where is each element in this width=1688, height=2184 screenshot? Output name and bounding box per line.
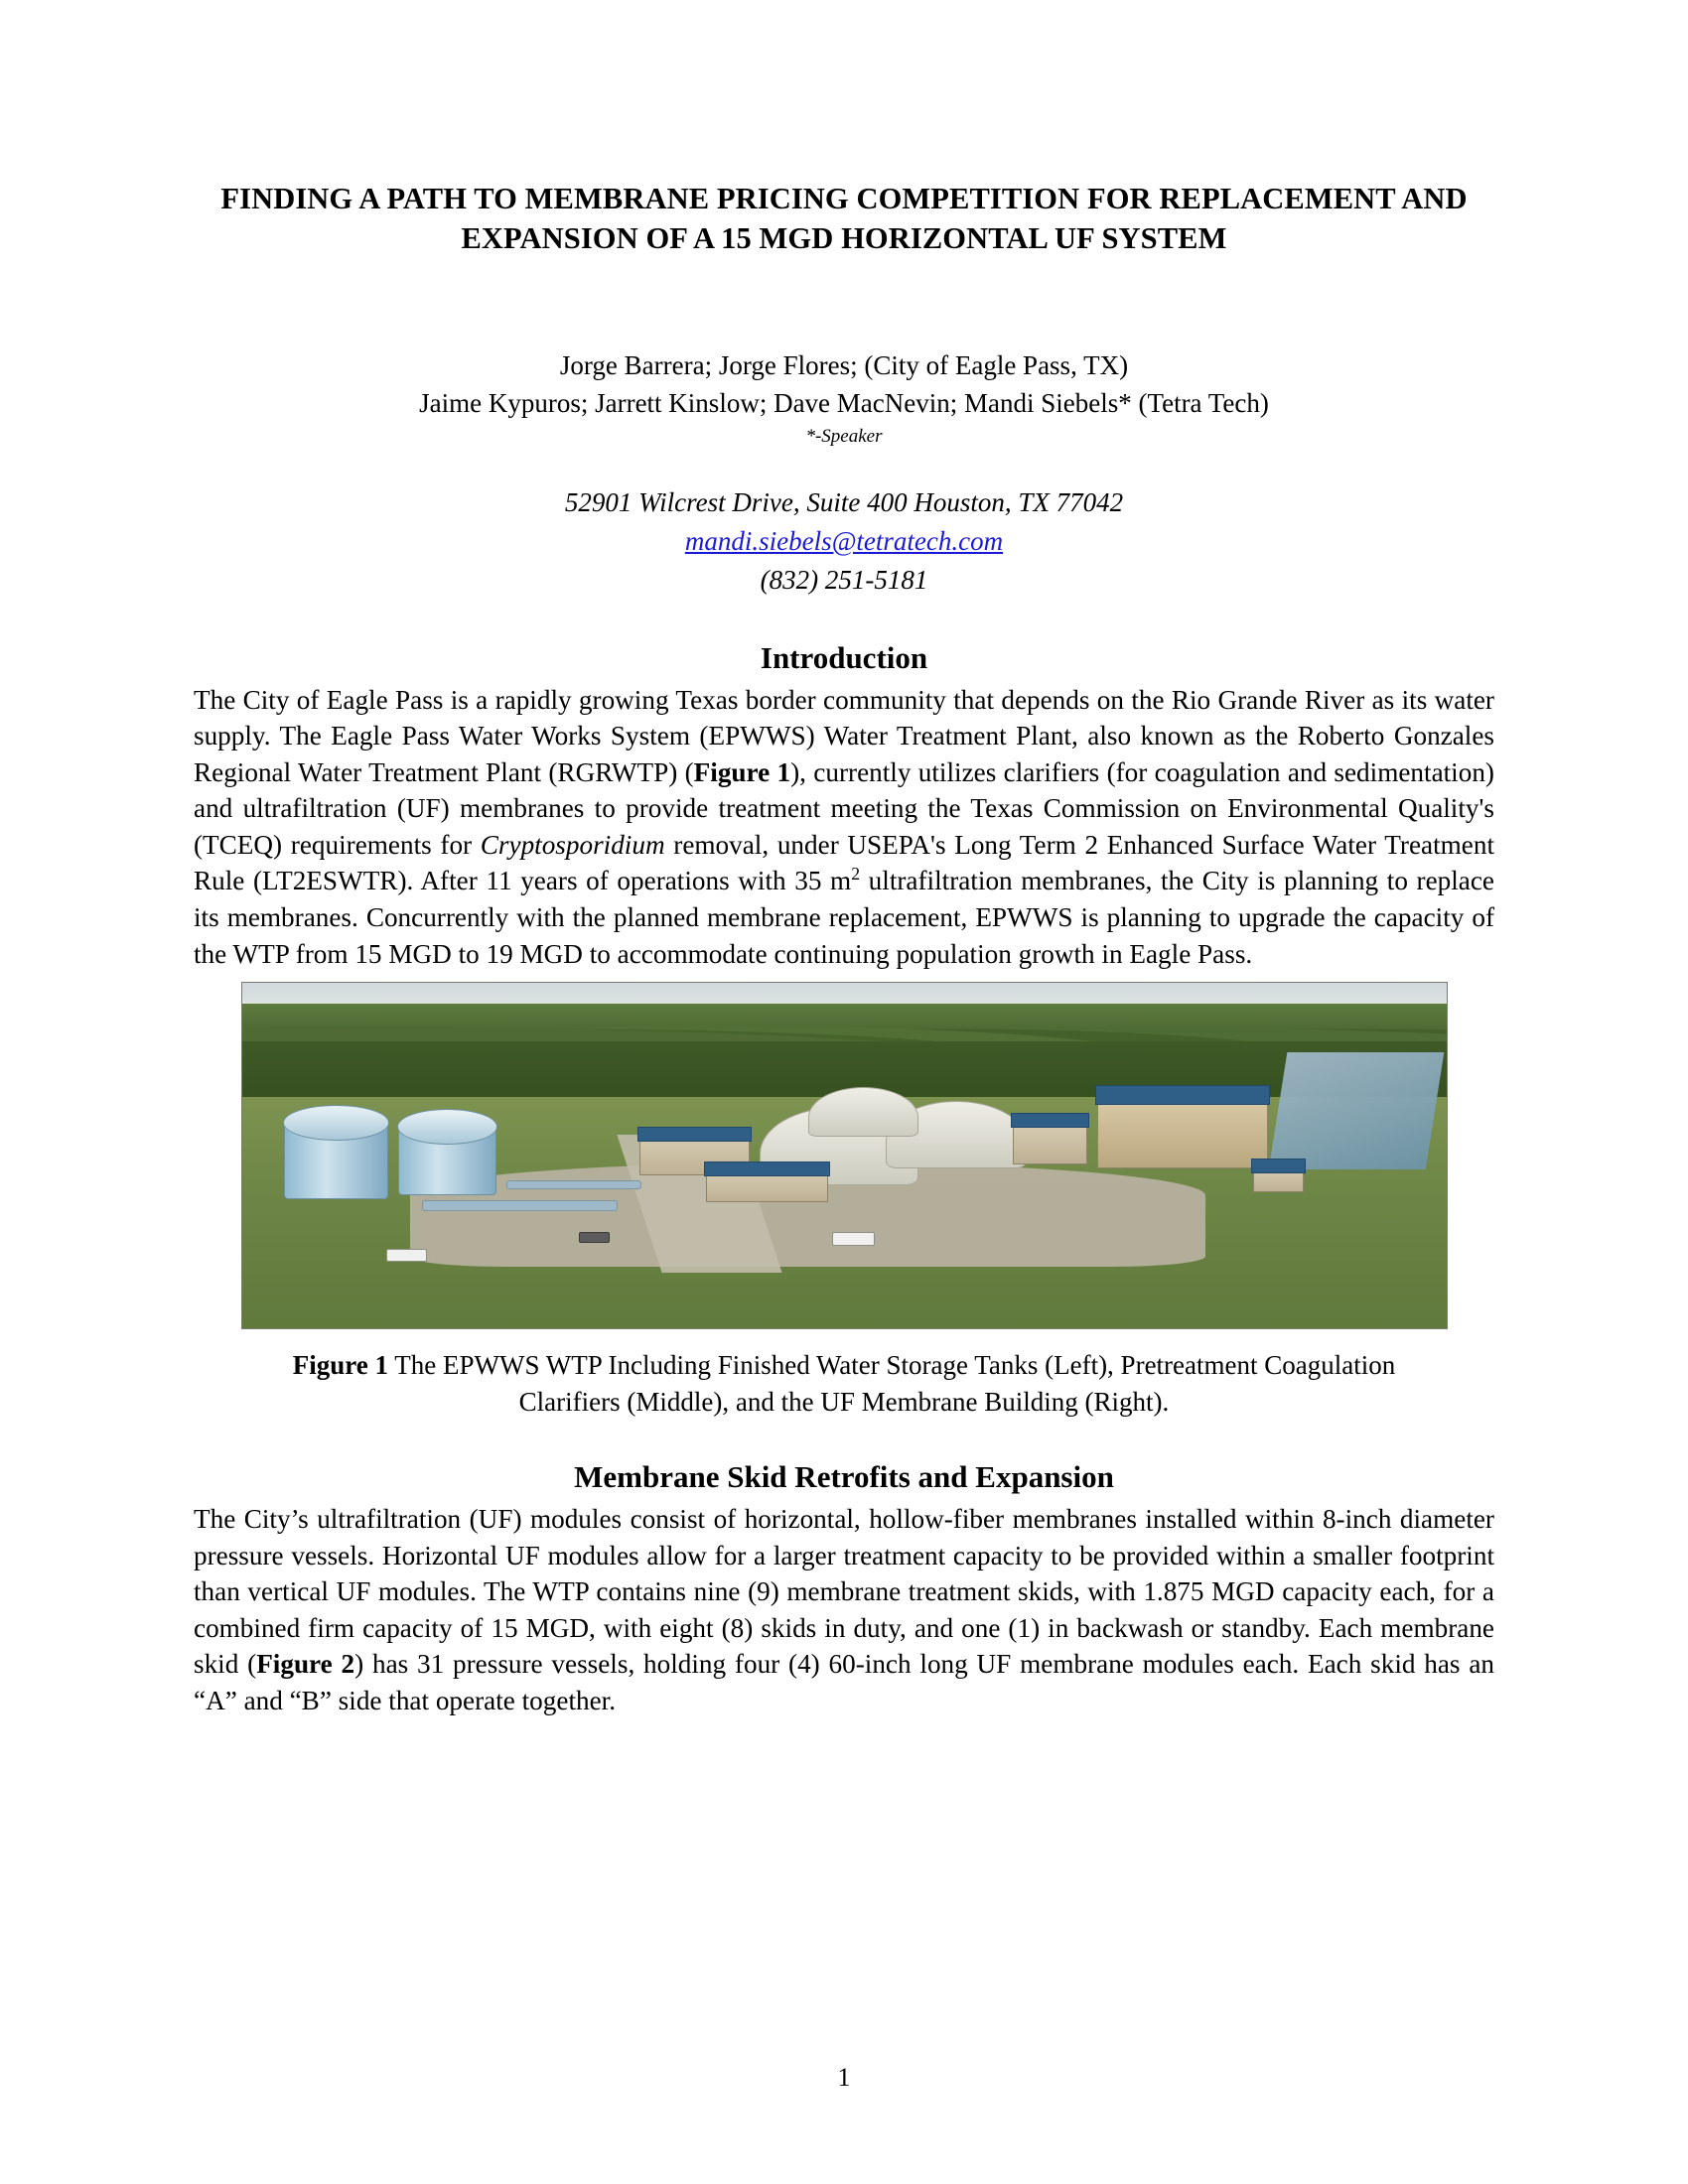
- figure-1-container: [194, 982, 1494, 1329]
- figure-1-label: Figure 1: [292, 1350, 388, 1381]
- photo-vehicle-2: [579, 1232, 610, 1243]
- membrane-text-2: ) has 31 pressure vessels, holding four (4) 60-inch long UF membrane modules each. Each skid has an “A” and “B” side that operate together.: [194, 1649, 1494, 1715]
- figure-1-caption: [273, 1347, 1415, 1420]
- intro-text-2: ), currently utilizes clarifiers (for coagulation and sedimentation) and ultrafiltration (UF) membranes to provide treatment meeting the Texas Commission on Environmental Quality's (TCEQ) requirements for: [194, 756, 1494, 860]
- authors-line-2: Jaime Kypuros; Jarrett Kinslow; Dave MacNevin; Mandi Siebels* (Tetra Tech): [419, 387, 1269, 418]
- section-heading-membrane: Membrane Skid Retrofits and Expansion: [574, 1459, 1114, 1495]
- intro-text-4: ultrafiltration membranes, the City is planning to replace its membranes. Concurrently with the planned membrane replacement, EPWWS is planning to upgrade the capacity of the WTP from 15 MGD to 19 MGD to accommodate continuing population growth in Eagle Pass.: [194, 866, 1494, 969]
- photo-roof: [637, 1127, 752, 1142]
- photo-tank-dome: [397, 1109, 497, 1145]
- intro-text-1: The City of Eagle Pass is a rapidly growing Texas border community that depends on the Rio Grande River as its water supply. The Eagle Pass Water Works System (EPWWS) Water Treatment Plant, also known as the Roberto Gonzales Regional Water Treatment Plant (RGRWTP) (: [194, 684, 1494, 787]
- photo-vehicle-1: [386, 1249, 427, 1262]
- intro-text-3: removal, under USEPA's Long Term 2 Enhanced Surface Water Treatment Rule (LT2ESWTR). After 11 years of operations with 35 m: [194, 829, 1494, 896]
- phone-number: (832) 251-5181: [760, 565, 928, 596]
- section-heading-introduction: Introduction: [760, 639, 928, 675]
- photo-building-chemical: [706, 1169, 828, 1202]
- photo-roof: [1251, 1159, 1306, 1173]
- photo-roof: [1095, 1085, 1270, 1105]
- figure-1-reference: Figure 1: [693, 756, 791, 787]
- intro-italic-term: Cryptosporidium: [480, 829, 665, 860]
- membrane-paragraph: [194, 1501, 1494, 1718]
- authors-line-1: Jorge Barrera; Jorge Flores; (City of Eagle Pass, TX): [559, 349, 1129, 380]
- photo-pipe-2: [506, 1180, 640, 1189]
- contact-block: [194, 483, 1494, 600]
- mailing-address: 52901 Wilcrest Drive, Suite 400 Houston, TX 77042: [564, 487, 1124, 518]
- photo-uf-membrane-building: [1097, 1097, 1268, 1168]
- intro-superscript: 2: [851, 864, 861, 885]
- photo-river: [1268, 1052, 1443, 1169]
- photo-roof: [704, 1161, 830, 1176]
- photo-building-mid: [1013, 1121, 1087, 1164]
- membrane-text-1: The City’s ultrafiltration (UF) modules consist of horizontal, hollow-fiber membranes installed within 8-inch diameter pressure vessels. Horizontal UF modules allow for a larger treatment capacity to be provided within a smaller footprint than vertical UF modules. The WTP contains nine (9) membrane treatment skids, with 1.875 MGD capacity each, for a combined firm capacity of 15 MGD, with eight (8) skids in duty, and one (1) in backwash or standby. Each membrane skid (: [194, 1504, 1494, 1680]
- photo-building-right: [1253, 1166, 1304, 1192]
- figure-2-reference: Figure 2: [256, 1649, 355, 1680]
- photo-tank-dome: [283, 1105, 389, 1141]
- plant-aerial-photo: [241, 982, 1448, 1329]
- photo-vehicle-3: [832, 1232, 875, 1246]
- photo-storage-tank-2: [398, 1125, 496, 1196]
- photo-roof: [1011, 1113, 1089, 1128]
- email-link[interactable]: mandi.siebels@tetratech.com: [684, 526, 1004, 557]
- photo-pipe-1: [422, 1200, 617, 1211]
- author-block: [194, 346, 1494, 423]
- page-title: FINDING A PATH TO MEMBRANE PRICING COMPETITION FOR REPLACEMENT AND EXPANSION OF A 15 MGD HORIZONTAL UF SYSTEM: [220, 182, 1468, 256]
- photo-storage-tank-1: [284, 1121, 388, 1199]
- page-number: 1: [837, 2063, 851, 2092]
- speaker-note: *-Speaker: [805, 426, 883, 448]
- figure-1-caption-text: The EPWWS WTP Including Finished Water Storage Tanks (Left), Pretreatment Coagulation Clarifiers (Middle), and the UF Membrane Building (Right).: [388, 1350, 1396, 1417]
- introduction-paragraph: [194, 682, 1494, 973]
